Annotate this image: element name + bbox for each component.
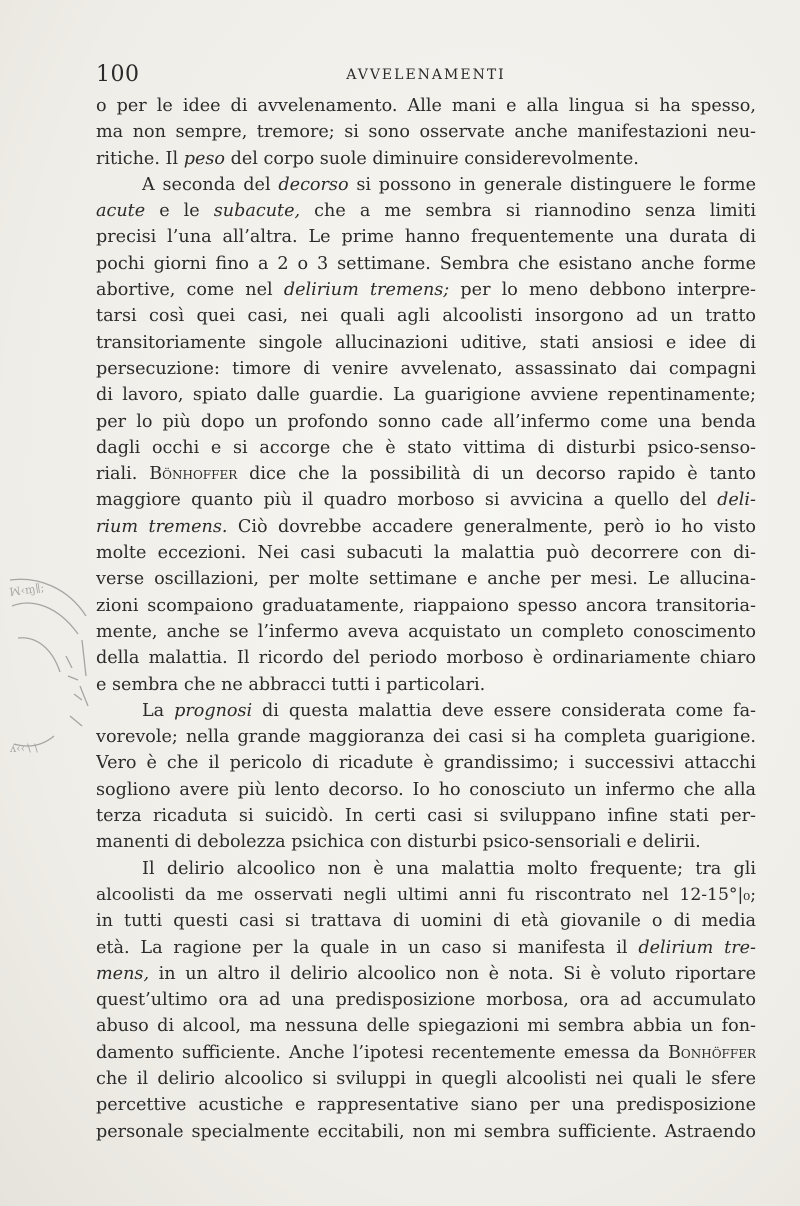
text-line xyxy=(96,724,756,750)
text-run: ma non sempre, tremore; si sono osservate anche manifestazioni neu- xyxy=(96,122,756,143)
text-run: in tutti questi casi si trattava di uomini di età giovanile o di media xyxy=(96,911,756,932)
text-run: dice che la possibilità di un decorso rapido è tanto xyxy=(237,464,756,485)
text-run: maggiore quanto più il quadro morboso si avvicina a quello del xyxy=(96,490,718,511)
text-run: del corpo suole diminuire considerevolmente. xyxy=(224,148,639,169)
text-run: mente, anche se l’infermo aveva acquistato un completo conoscimento xyxy=(96,621,756,642)
text-run: Ciò dovrebbe accadere generalmente, però io ho visto xyxy=(227,516,756,537)
text-run: damento sufficiente. Anche l’ipotesi recentemente emessa da xyxy=(96,1042,668,1063)
italic-term: decorso xyxy=(278,174,349,195)
text-line xyxy=(96,540,756,566)
text-run: tarsi così quei casi, nei quali agli alcoolisti insorgono ad un tratto xyxy=(96,306,756,327)
italic-term: delirium tre- xyxy=(638,937,756,958)
text-line xyxy=(96,698,756,724)
text-run: La xyxy=(142,700,175,721)
text-run: e sembra che ne abbracci tutti i particolari. xyxy=(96,674,486,695)
text-line xyxy=(96,645,756,671)
italic-term: acute xyxy=(96,201,146,222)
text-line xyxy=(96,566,756,592)
text-run: abuso di alcool, ma nessuna delle spiegazioni mi sembra abbia un fon- xyxy=(96,1016,756,1037)
italic-term: subacute, xyxy=(213,201,301,222)
text-line xyxy=(96,908,756,934)
text-run: ritiche. Il xyxy=(96,148,184,169)
text-line xyxy=(96,330,756,356)
italic-term: prognosi xyxy=(174,700,253,721)
svg-text:ꟽ‹ɱ∥;: ꟽ‹ɱ∥; xyxy=(8,581,45,599)
text-run: quest’ultimo ora ad una predisposizione morbosa, ora ad accumulato xyxy=(96,990,756,1011)
text-line xyxy=(96,961,756,987)
body-text xyxy=(96,93,756,1145)
italic-term: mens, xyxy=(96,963,150,984)
text-line xyxy=(96,514,756,540)
text-line xyxy=(96,593,756,619)
italic-term: deli- xyxy=(717,490,756,511)
text-line xyxy=(96,487,756,513)
italic-term: rium tremens. xyxy=(96,516,228,537)
text-run: di lavoro, spiato dalle guardie. La guarigione avviene repentinamente; xyxy=(96,385,756,406)
text-run: alcoolisti da me osservati negli ultimi anni fu riscontrato nel 12-15°|₀; xyxy=(96,884,756,905)
text-run: Il delirio alcoolico non è una malattia molto frequente; tra gli xyxy=(142,858,756,879)
text-run: Vero è che il pericolo di ricadute è grandissimo; i successivi attacchi xyxy=(96,753,756,774)
text-run: terza ricaduta si suicidò. In certi casi si sviluppano infine stati per- xyxy=(96,806,756,827)
text-line xyxy=(96,1066,756,1092)
text-run: pochi giorni fino a 2 o 3 settimane. Sembra che esistano anche forme xyxy=(96,253,756,274)
page-header xyxy=(96,62,756,88)
text-line xyxy=(96,93,756,119)
text-run: personale specialmente eccitabili, non mi sembra sufficiente. Astraendo xyxy=(96,1121,756,1142)
text-line xyxy=(96,356,756,382)
text-run: riali. xyxy=(96,464,150,485)
text-line xyxy=(96,935,756,961)
text-line xyxy=(96,777,756,803)
text-line xyxy=(96,1119,756,1145)
page-number: 100 xyxy=(96,62,140,87)
text-run: precisi l’una all’altra. Le prime hanno frequentemente una durata di xyxy=(96,227,756,248)
text-run: di questa malattia deve essere considerata come fa- xyxy=(252,700,756,721)
text-line xyxy=(96,1013,756,1039)
text-line xyxy=(96,672,756,698)
text-run: in un altro il delirio alcoolico non è nota. Si è voluto riportare xyxy=(149,963,756,984)
library-stamp-mark xyxy=(8,576,90,754)
text-run: o per le idee di avvelenamento. Alle mani e alla lingua si ha spesso, xyxy=(96,96,756,116)
author-name: Bönhoffer xyxy=(149,464,238,485)
text-line xyxy=(96,829,756,855)
text-run: molte eccezioni. Nei casi subacuti la malattia può decorrere con di- xyxy=(96,543,756,564)
text-run: dagli occhi e si accorge che è stato vittima di disturbi psico-senso- xyxy=(96,437,756,458)
text-run: manenti di debolezza psichica con disturbi psico-sensoriali e delirii. xyxy=(96,832,701,853)
text-line xyxy=(96,409,756,435)
text-run: età. La ragione per la quale in un caso si manifesta il xyxy=(96,937,639,958)
text-run: per lo meno debbono interpre- xyxy=(449,280,756,301)
text-line xyxy=(96,251,756,277)
running-head: AVVELENAMENTI xyxy=(346,67,506,83)
italic-term: delirium tremens; xyxy=(283,280,450,301)
text-run: della malattia. Il ricordo del periodo morboso è ordinariamente chiaro xyxy=(96,648,756,669)
text-run: vorevole; nella grande maggioranza dei casi si ha completa guarigione. xyxy=(96,727,756,748)
text-line xyxy=(96,277,756,303)
author-name: Bonhöffer xyxy=(667,1042,756,1063)
text-line xyxy=(96,224,756,250)
text-run: per lo più dopo un profondo sonno cade all’infermo come una benda xyxy=(96,411,756,432)
text-run: abortive, come nel xyxy=(96,280,284,301)
text-line xyxy=(96,619,756,645)
text-line xyxy=(96,1040,756,1066)
text-run: persecuzione: timore di venire avvelenato, assassinato dai compagni xyxy=(96,358,756,379)
text-run: che il delirio alcoolico si sviluppi in quegli alcoolisti nei quali le sfere xyxy=(96,1068,756,1089)
text-run: A seconda del xyxy=(142,174,279,195)
text-run: che a me sembra si riannodino senza limiti xyxy=(300,201,756,222)
text-line xyxy=(96,435,756,461)
text-run: e le xyxy=(145,201,214,222)
text-run: verse oscillazioni, per molte settimane e anche per mesi. Le allucina- xyxy=(96,569,756,590)
text-line xyxy=(96,803,756,829)
text-line xyxy=(96,987,756,1013)
text-line xyxy=(96,172,756,198)
text-run: transitoriamente singole allucinazioni uditive, stati ansiosi e idee di xyxy=(96,332,756,353)
text-line xyxy=(96,882,756,908)
text-line xyxy=(96,1092,756,1118)
text-run: percettive acustiche e rappresentative siano per una predisposizione xyxy=(96,1095,756,1116)
text-run: si possono in generale distinguere le forme xyxy=(348,174,756,195)
text-line xyxy=(96,750,756,776)
text-run: zioni scompaiono graduatamente, riappaiono spesso ancora transitoria- xyxy=(96,595,756,616)
text-line xyxy=(96,146,756,172)
text-line xyxy=(96,856,756,882)
text-line xyxy=(96,382,756,408)
text-line xyxy=(96,461,756,487)
text-line xyxy=(96,303,756,329)
text-line xyxy=(96,198,756,224)
text-line xyxy=(96,119,756,145)
text-run: sogliono avere più lento decorso. Io ho conosciuto un infermo che alla xyxy=(96,779,756,800)
italic-term: peso xyxy=(183,148,225,169)
svg-text:ʎ‹‹∖∖: ʎ‹‹∖∖ xyxy=(10,742,40,754)
